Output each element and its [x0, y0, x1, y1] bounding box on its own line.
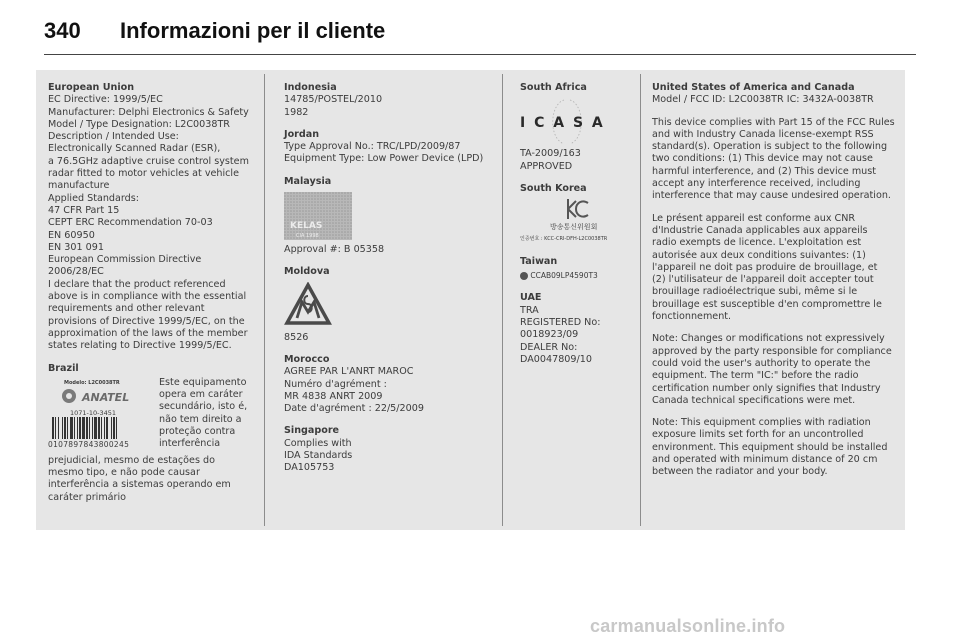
- eu-line: radar fitted to motor vehicles at vehicle: [48, 168, 239, 180]
- eu-line: manufacture: [48, 180, 110, 192]
- indonesia-heading: Indonesia: [284, 82, 337, 93]
- icasa-mark: [520, 96, 612, 148]
- singapore-lines: [284, 438, 499, 475]
- header-rule: [44, 54, 916, 55]
- singapore-line: IDA Standards: [284, 450, 353, 462]
- brazil-block: [48, 377, 258, 455]
- south-africa-lines: [520, 148, 630, 173]
- taiwan-heading: Taiwan: [520, 255, 558, 267]
- page-header: [44, 12, 916, 52]
- barcode-bar: [101, 417, 102, 439]
- fcc-compliance-paragraph: [652, 117, 902, 203]
- barcode-number: 0107897843800245: [48, 439, 130, 449]
- icasa-text: I C A S A: [520, 115, 605, 132]
- singapore-line: DA105753: [284, 462, 335, 474]
- paragraph-line: radio exempts de licence. L'exploitation est: [652, 237, 862, 249]
- malaysia-logo-sub: CIA 1998: [296, 233, 319, 240]
- indonesia-lines: [284, 94, 499, 119]
- moldova-number: 8526: [284, 331, 309, 343]
- eu-line: EC Directive: 1999/5/EC: [48, 94, 163, 106]
- indonesia-line: 14785/POSTEL/2010: [284, 94, 383, 106]
- barcode-bar: [77, 417, 78, 439]
- eu-line: Applied Standards:: [48, 192, 139, 204]
- uae-line: 0018923/09: [520, 329, 579, 341]
- barcode-bar: [55, 417, 56, 439]
- south-korea-heading: South Korea: [520, 182, 587, 194]
- anatel-logo: [60, 386, 150, 406]
- eu-line: Manufacturer: Delphi Electronics & Safety: [48, 106, 249, 118]
- paragraph-line: d'Industrie Canada applicables aux appareils: [652, 224, 868, 236]
- eu-line: CEPT ERC Recommendation 70-03: [48, 217, 213, 229]
- paragraph-line: certification number only signifies that Industry: [652, 382, 881, 394]
- brazil-bottom-line: mesmo tipo, e não pode causar: [48, 467, 200, 479]
- taiwan-code: CCAB09LP4590T3: [530, 271, 598, 281]
- paragraph-line: autorisée aux deux conditions suivantes: (1): [652, 249, 866, 261]
- paragraph-line: fonctionnement.: [652, 311, 732, 323]
- brazil-side-line: opera em caráter: [159, 389, 243, 401]
- eu-line: Model / Type Designation: L2C0038TR: [48, 118, 230, 130]
- kc-mark-icon: [562, 197, 592, 221]
- eu-line: EN 301 091: [48, 241, 104, 253]
- paragraph-line: brouillage radioélectrique subi, même si le: [652, 286, 858, 298]
- paragraph-line: accept any interference received, including: [652, 178, 861, 190]
- korea-code: 인증번호 : KCC-CRI-DFH-L2C0038TR: [520, 236, 608, 243]
- paragraph-line: Canada technical specifications were met.: [652, 394, 856, 406]
- jordan-lines: [284, 141, 499, 166]
- brazil-bottom-line: caráter primário: [48, 491, 127, 503]
- column-us-canada: [652, 82, 902, 479]
- brazil-side-line: proteção contra: [159, 426, 236, 438]
- paragraph-line: and operated with minimum distance of 20 cm: [652, 454, 878, 466]
- morocco-line: Numéro d'agrément :: [284, 378, 387, 390]
- jordan-line: Type Approval No.: TRC/LPD/2009/87: [284, 141, 461, 153]
- column-divider-1: [264, 74, 265, 526]
- barcode-bar: [98, 417, 100, 439]
- brazil-side-line: secundário, isto é,: [159, 401, 248, 413]
- barcode-bar: [111, 417, 112, 439]
- jordan-line: Equipment Type: Low Power Device (LPD): [284, 153, 484, 165]
- page-title: Informazioni per il cliente: [120, 18, 386, 43]
- malaysia-logo: [284, 192, 352, 240]
- barcode-bar: [58, 417, 59, 439]
- anatel-cert: 1071-10-3451: [70, 408, 117, 417]
- brazil-bottom-line: interferência a sistemas operando em: [48, 479, 231, 491]
- paragraph-line: equipment. The term "IC:" before the radio: [652, 370, 859, 382]
- barcode-bar: [62, 417, 63, 439]
- uae-line: REGISTERED No:: [520, 316, 601, 328]
- column-eu-brazil: [48, 82, 258, 504]
- paragraph-line: l'appareil ne doit pas produire de brouillage, et: [652, 261, 878, 273]
- eu-line: European Commission Directive: [48, 254, 202, 266]
- paragraph-line: Note: This equipment complies with radiation: [652, 417, 871, 429]
- barcode-bar: [64, 417, 66, 439]
- brazil-side-line: Este equipamento: [159, 376, 247, 388]
- anatel-text: ANATEL: [82, 390, 130, 404]
- paragraph-line: harmful interference, and (2) This device must: [652, 165, 877, 177]
- morocco-line: AGREE PAR L'ANRT MAROC: [284, 366, 414, 378]
- anatel-model: Modelo: L2C0038TR: [64, 379, 120, 386]
- morocco-line: Date d'agrément : 22/5/2009: [284, 403, 424, 415]
- paragraph-line: two conditions: (1) This device may not cause: [652, 153, 873, 165]
- south-africa-line: TA-2009/163: [520, 148, 581, 160]
- uae-line: DA0047809/10: [520, 353, 592, 365]
- paragraph-line: Le présent appareil est conforme aux CNR: [652, 212, 856, 224]
- malaysia-approval: Approval #: B 05358: [284, 244, 385, 256]
- paragraph-line: This device complies with Part 15 of the FCC Rules: [652, 116, 895, 128]
- watermark: carmanualsonline.info: [590, 616, 786, 636]
- paragraph-line: (2) l'utilisateur de l'appareil doit accepter tout: [652, 274, 874, 286]
- uae-lines: [520, 305, 630, 366]
- modifications-note: [652, 333, 902, 407]
- taiwan-code-row: [520, 270, 630, 282]
- column-africa-asia-uae: [520, 82, 630, 366]
- korea-mark-text: 방송통신위원회: [550, 223, 598, 232]
- column-divider-2: [502, 74, 503, 526]
- morocco-heading: Morocco: [284, 353, 330, 365]
- uae-heading: UAE: [520, 292, 542, 304]
- moldova-heading: Moldova: [284, 266, 330, 278]
- barcode-bar: [106, 417, 108, 439]
- eu-line: approximation of the laws of the member: [48, 327, 248, 339]
- morocco-line: MR 4838 ANRT 2009: [284, 390, 383, 402]
- indonesia-line: 1982: [284, 106, 309, 118]
- brazil-side-text: [159, 377, 247, 451]
- singapore-heading: Singapore: [284, 425, 340, 437]
- us-canada-heading: United States of America and Canada: [652, 82, 855, 93]
- paragraph-line: Note: Changes or modifications not expressively: [652, 333, 885, 345]
- eu-line: provisions of Directive 1999/5/EC, on the: [48, 315, 245, 327]
- eu-line: Electronically Scanned Radar (ESR),: [48, 143, 221, 155]
- barcode-bar: [116, 417, 117, 439]
- uae-line: TRA: [520, 304, 539, 316]
- paragraph-line: and with Industry Canada license-exempt RSS: [652, 128, 874, 140]
- jordan-heading: Jordan: [284, 128, 320, 140]
- barcode-bar: [104, 417, 105, 439]
- eu-line: states relating to Directive 1999/5/EC.: [48, 340, 232, 352]
- singapore-line: Complies with: [284, 437, 352, 449]
- eu-line: above is in compliance with the essential: [48, 291, 247, 303]
- barcode-bar: [89, 417, 90, 439]
- ncc-logo-icon: [520, 272, 528, 280]
- column-asia-africa: [284, 82, 499, 475]
- eu-line: I declare that the product referenced: [48, 278, 226, 290]
- paragraph-line: exposure limits set forth for an uncontrolled: [652, 429, 864, 441]
- paragraph-line: environment. This equipment should be installed: [652, 441, 888, 453]
- south-africa-heading: South Africa: [520, 82, 587, 93]
- page-number: 340: [44, 18, 81, 43]
- barcode: [52, 417, 152, 439]
- brazil-side-line: não tem direito a: [159, 413, 242, 425]
- uae-line: DEALER No:: [520, 341, 578, 353]
- barcode-bar: [74, 417, 75, 439]
- moldova-sm-logo: [284, 282, 332, 332]
- paragraph-line: interference that may cause undesired operation.: [652, 190, 891, 202]
- barcode-bar: [79, 417, 81, 439]
- barcode-bar: [52, 417, 54, 439]
- paragraph-line: approved by the party responsible for compliance: [652, 345, 892, 357]
- barcode-bar: [92, 417, 93, 439]
- barcode-bar: [67, 417, 68, 439]
- barcode-bar: [113, 417, 115, 439]
- cnr-compliance-paragraph: [652, 213, 902, 324]
- column-divider-3: [640, 74, 641, 526]
- eu-line: EN 60950: [48, 229, 95, 241]
- barcode-bar: [70, 417, 73, 439]
- south-africa-line: APPROVED: [520, 160, 573, 172]
- malaysia-heading: Malaysia: [284, 175, 332, 187]
- brazil-heading: Brazil: [48, 362, 79, 374]
- paragraph-line: could void the user's authority to operate the: [652, 357, 871, 369]
- radiation-exposure-note: [652, 417, 902, 478]
- eu-line: requirements and other relevant: [48, 303, 205, 315]
- brazil-bottom-line: prejudicial, mesmo de estações do: [48, 454, 215, 466]
- eu-line: 2006/28/EC: [48, 266, 104, 278]
- paragraph-line: brouillage est susceptible d'en compromettre le: [652, 298, 882, 310]
- us-fcc-id: Model / FCC ID: L2C0038TR IC: 3432A-0038TR: [652, 94, 874, 106]
- eu-line: Description / Intended Use:: [48, 131, 179, 143]
- barcode-bar: [82, 417, 85, 439]
- compliance-panel: [36, 70, 905, 530]
- paragraph-line: between the radiator and your body.: [652, 466, 828, 478]
- eu-line: 47 CFR Part 15: [48, 204, 120, 216]
- malaysia-logo-text: KELAS: [290, 221, 323, 232]
- paragraph-line: standard(s). Operation is subject to the following: [652, 141, 888, 153]
- barcode-bar: [86, 417, 88, 439]
- eu-lines: [48, 94, 258, 352]
- eu-heading: European Union: [48, 82, 135, 93]
- brazil-side-line: interferência: [159, 438, 221, 450]
- brazil-bottom-text: [48, 455, 258, 504]
- eu-line: a 76.5GHz adaptive cruise control system: [48, 155, 249, 167]
- morocco-lines: [284, 366, 499, 415]
- barcode-bar: [94, 417, 97, 439]
- anatel-label: [48, 377, 154, 455]
- icasa-logo: [520, 96, 630, 148]
